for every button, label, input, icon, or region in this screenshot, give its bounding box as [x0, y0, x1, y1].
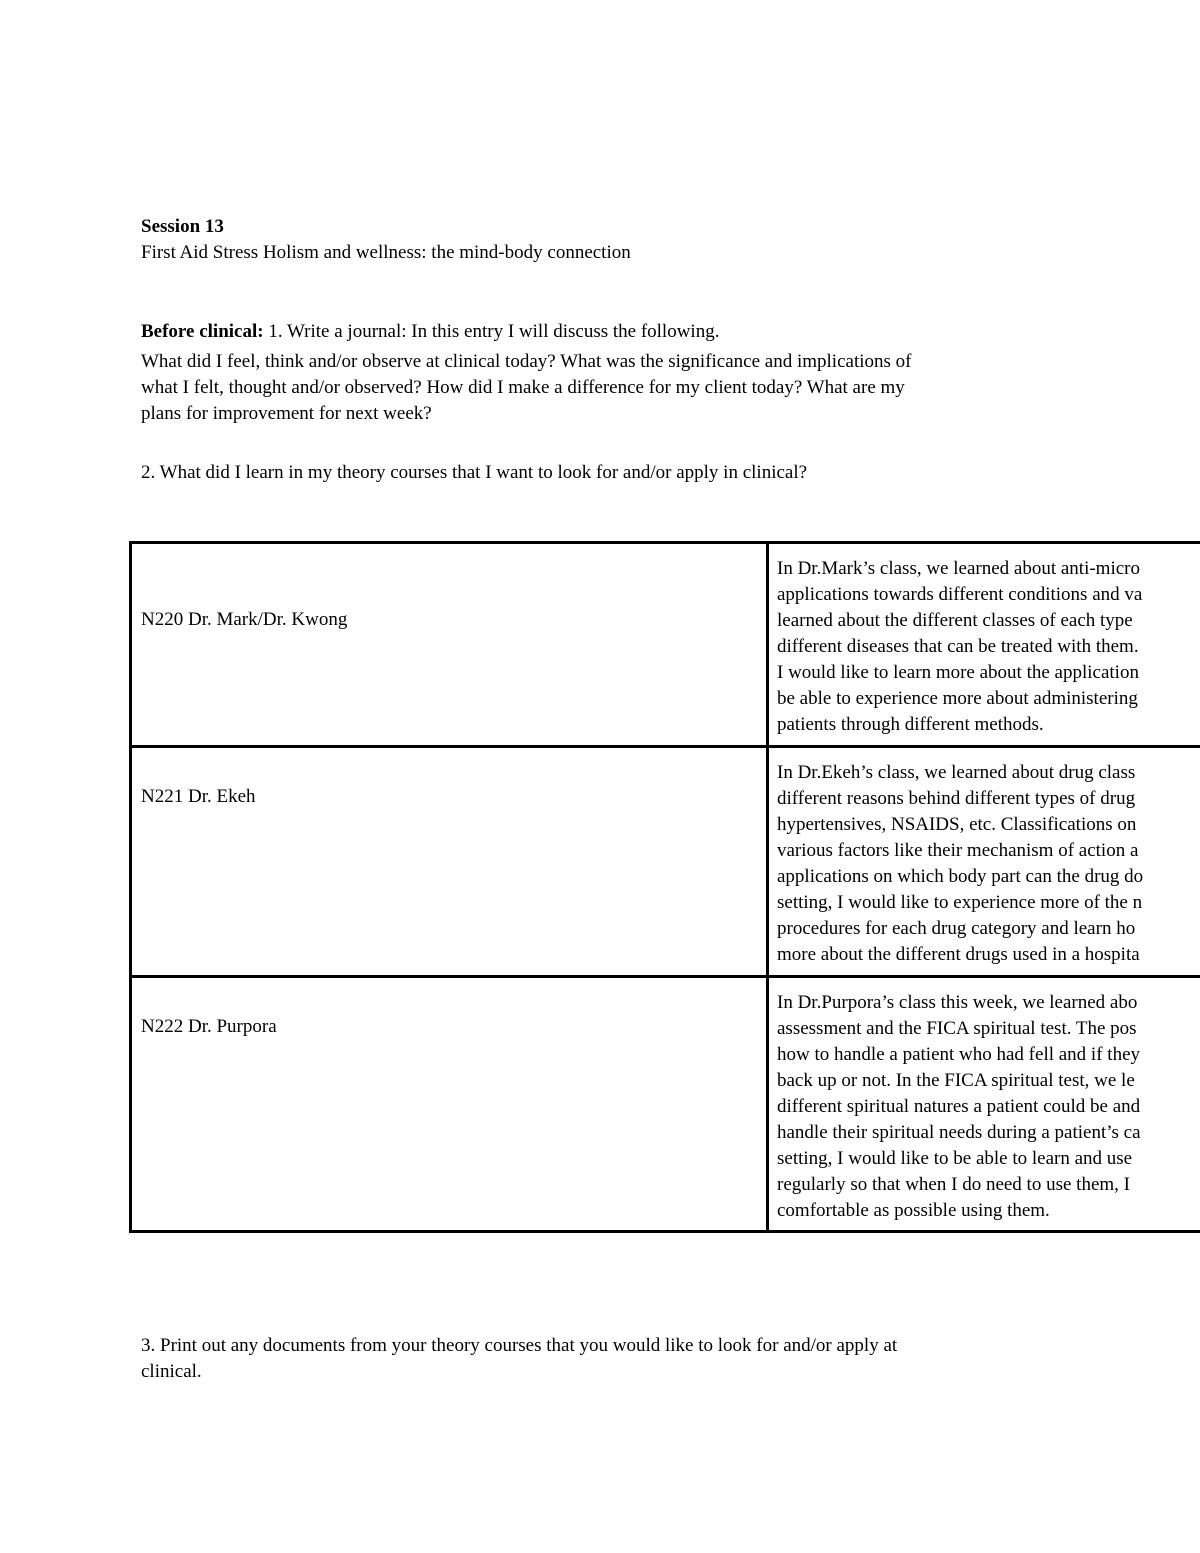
- description-line: applications towards different conditions and va: [777, 584, 1143, 605]
- description-line: assessment and the FICA spiritual test. The pos: [777, 1018, 1137, 1039]
- course-cell: [131, 543, 768, 747]
- description-line: In Dr.Purpora’s class this week, we learned abo: [777, 992, 1138, 1013]
- course-description: [777, 990, 1141, 1224]
- description-line: procedures for each drug category and learn ho: [777, 918, 1136, 939]
- before-clinical-prompt: [141, 319, 719, 345]
- description-cell: [768, 977, 1200, 1232]
- journal-question-line-1: What did I feel, think and/or observe at clinical today? What was the significance and implications of: [141, 351, 912, 372]
- session-title: Session 13: [141, 216, 224, 237]
- description-line: applications on which body part can the drug do: [777, 866, 1144, 887]
- description-line: In Dr.Ekeh’s class, we learned about drug class: [777, 762, 1136, 783]
- course-cell: [131, 977, 768, 1232]
- description-line: regularly so that when I do need to use them, I: [777, 1174, 1130, 1195]
- description-line: setting, I would like to experience more of the n: [777, 892, 1143, 913]
- course-cell: [131, 747, 768, 977]
- description-line: different spiritual natures a patient could be and: [777, 1096, 1141, 1117]
- table-row: [131, 747, 1200, 977]
- description-line: hypertensives, NSAIDS, etc. Classifications on: [777, 814, 1137, 835]
- question-3-line-2: clinical.: [141, 1361, 202, 1382]
- before-clinical-label: Before clinical:: [141, 321, 264, 342]
- course-name: N222 Dr. Purpora: [141, 1016, 277, 1037]
- description-line: comfortable as possible using them.: [777, 1200, 1050, 1221]
- question-2: 2. What did I learn in my theory courses that I want to look for and/or apply in clinical?: [141, 462, 808, 483]
- description-cell: [768, 747, 1200, 977]
- table-row: [131, 977, 1200, 1232]
- description-cell: [768, 543, 1200, 747]
- description-line: various factors like their mechanism of action a: [777, 840, 1139, 861]
- description-line: In Dr.Mark’s class, we learned about anti-micro: [777, 558, 1140, 579]
- course-description: [777, 760, 1143, 968]
- course-description: [777, 556, 1142, 738]
- journal-question-line-3: plans for improvement for next week?: [141, 403, 432, 424]
- description-line: setting, I would like to be able to learn and use: [777, 1148, 1133, 1169]
- table-row: [131, 543, 1200, 747]
- description-line: more about the different drugs used in a hospita: [777, 944, 1140, 965]
- description-line: patients through different methods.: [777, 714, 1044, 735]
- course-name: N221 Dr. Ekeh: [141, 786, 256, 807]
- description-line: I would like to learn more about the application: [777, 662, 1139, 683]
- description-line: different reasons behind different types of drug: [777, 788, 1136, 809]
- description-line: back up or not. In the FICA spiritual test, we le: [777, 1070, 1135, 1091]
- description-line: how to handle a patient who had fell and if they: [777, 1044, 1141, 1065]
- journal-prompt: 1. Write a journal: In this entry I will discuss the following.: [268, 321, 720, 342]
- description-line: handle their spiritual needs during a patient’s ca: [777, 1122, 1141, 1143]
- description-line: learned about the different classes of each type: [777, 610, 1133, 631]
- course-name: N220 Dr. Mark/Dr. Kwong: [141, 609, 348, 630]
- theory-courses-table: [129, 541, 1200, 1233]
- description-line: be able to experience more about administering: [777, 688, 1138, 709]
- journal-question-line-2: what I felt, thought and/or observed? How did I make a difference for my client today? What are my: [141, 377, 905, 398]
- description-line: different diseases that can be treated with them.: [777, 636, 1139, 657]
- question-3-line-1: 3. Print out any documents from your theory courses that you would like to look for and/or apply at: [141, 1335, 898, 1356]
- session-subtitle: First Aid Stress Holism and wellness: the mind-body connection: [141, 242, 631, 263]
